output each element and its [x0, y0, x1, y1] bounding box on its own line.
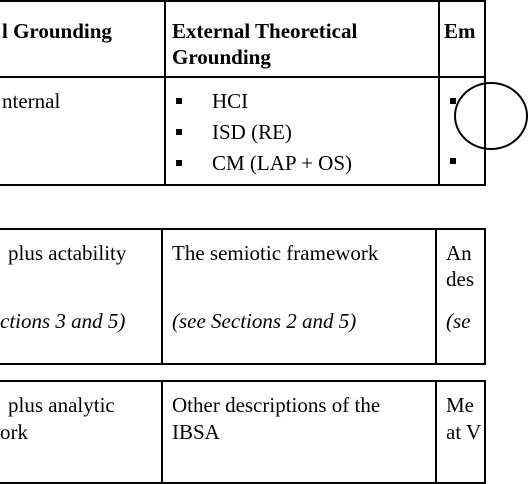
header-empirical-grounding	[440, 2, 500, 76]
bullet-icon	[450, 158, 456, 164]
column-divider	[435, 230, 437, 363]
actability-text: plus actability	[8, 241, 127, 265]
bullet-icon	[450, 98, 456, 104]
bullet-icon	[176, 129, 182, 135]
grounding-table	[0, 0, 486, 186]
column3-text-line1: An	[446, 241, 472, 265]
list-item: CM (LAP + OS)	[212, 151, 352, 175]
bullet-icon	[176, 98, 182, 104]
column-divider	[161, 382, 163, 482]
internal-grounding-text: nternal	[2, 89, 61, 113]
column3-text-line2: des	[446, 267, 474, 291]
ellipse-icon	[454, 82, 528, 150]
header-internal-grounding	[0, 2, 164, 76]
header-external-grounding	[166, 2, 438, 76]
column3-text-line2: at V	[446, 420, 482, 444]
semiotic-framework-reference: (see Sections 2 and 5)	[172, 309, 357, 333]
header-text-line2: Grounding	[172, 45, 271, 69]
bullet-icon	[176, 160, 182, 166]
ibsa-text-line2: IBSA	[172, 420, 220, 444]
header-divider	[0, 76, 484, 78]
header-text: l Grounding	[2, 19, 112, 43]
semiotic-framework-text: The semiotic framework	[172, 241, 379, 265]
analytic-text-line1: plus analytic	[8, 393, 115, 417]
column3-reference: (se	[446, 309, 471, 333]
actability-reference: ctions 3 and 5)	[0, 309, 126, 333]
ibsa-text-line1: Other descriptions of the	[172, 393, 381, 417]
list-item: ISD (RE)	[212, 120, 292, 144]
header-text: Em	[444, 19, 476, 43]
header-text-line1: External Theoretical	[172, 19, 358, 43]
actability-table	[0, 228, 486, 365]
column3-text-line1: Me	[446, 393, 474, 417]
column-divider	[435, 382, 437, 482]
analytic-table	[0, 380, 486, 484]
analytic-text-line2: ork	[0, 420, 28, 444]
list-item: HCI	[212, 89, 249, 113]
column-divider	[161, 230, 163, 363]
